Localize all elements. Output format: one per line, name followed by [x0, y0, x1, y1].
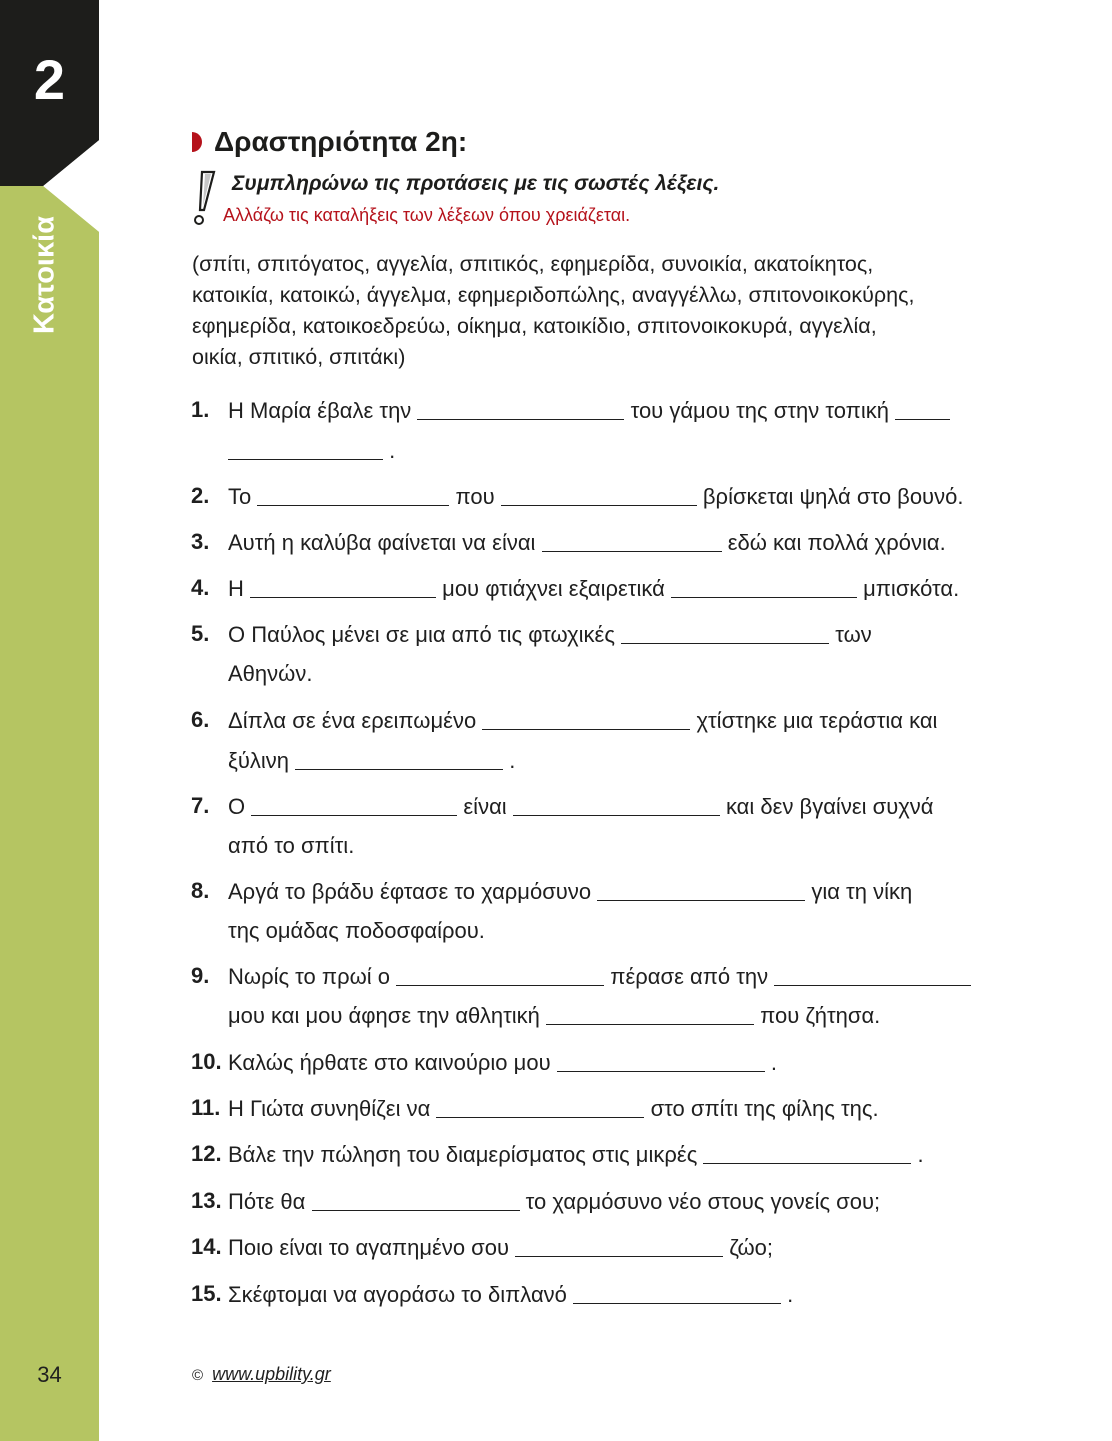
answer-blank[interactable]: [250, 577, 436, 598]
sentence-text: της ομάδας ποδοσφαίρου.: [228, 918, 485, 943]
exercise-sentence-line: [228, 707, 937, 734]
answer-blank[interactable]: [513, 795, 720, 816]
exclamation-icon: [190, 170, 218, 230]
exercise-sentence-line: [228, 437, 395, 464]
exercise-number: 4.: [191, 575, 210, 600]
exercise-sentence-line: [228, 793, 934, 820]
sentence-text: Πότε θα: [228, 1189, 306, 1214]
exercise-number: 8.: [191, 878, 210, 903]
sentence-text: Η: [228, 576, 244, 601]
answer-blank[interactable]: [597, 880, 805, 901]
sentence-text: .: [389, 438, 396, 463]
answer-blank[interactable]: [482, 709, 690, 730]
sentence-text: Καλώς ήρθατε στο καινούριο μου: [228, 1050, 551, 1075]
exercise-number: 13.: [191, 1188, 222, 1213]
sentence-text: στο σπίτι της φίλης της.: [650, 1096, 879, 1121]
answer-blank[interactable]: [703, 1143, 911, 1164]
sentence-text: και δεν βγαίνει συχνά: [725, 794, 934, 819]
sentence-text: Νωρίς το πρωί ο: [228, 964, 391, 989]
sentence-text: είναι: [463, 794, 507, 819]
exercise-number: 11.: [191, 1095, 221, 1120]
instruction: Συμπληρώνω τις προτάσεις με τις σωστές λέξεις.: [232, 172, 720, 195]
sentence-text: Σκέφτομαι να αγοράσω το διπλανό: [228, 1282, 567, 1307]
exercise-number: 9.: [191, 963, 210, 988]
sub-instruction: Αλλάζω τις καταλήξεις των λέξεων όπου χρειάζεται.: [223, 205, 631, 225]
page-number: 34: [37, 1362, 62, 1387]
answer-blank[interactable]: [295, 749, 503, 770]
exercise-sentence-line: [228, 918, 485, 944]
word-bank-line: κατοικία, κατοικώ, άγγελμα, εφημεριδοπώλης, αναγγέλλω, σπιτονοικοκύρης,: [192, 283, 915, 307]
exercise-number: 7.: [191, 793, 210, 818]
answer-blank[interactable]: [546, 1004, 754, 1025]
sentence-text: για τη νίκη: [811, 879, 913, 904]
sentence-text: Ο: [228, 794, 246, 819]
answer-blank[interactable]: [396, 965, 604, 986]
sentence-text: που ζήτησα.: [760, 1003, 881, 1028]
sentence-text: των: [835, 622, 872, 647]
exercise-number: 12.: [191, 1141, 222, 1166]
sentence-text: Βάλε την πώληση του διαμερίσματος στις μικρές: [228, 1142, 698, 1167]
exercise-sentence-line: [228, 1188, 880, 1215]
exercise-sentence-line: [228, 1095, 879, 1122]
sentence-text: ζώο;: [729, 1235, 774, 1260]
sentence-text: εδώ και πολλά χρόνια.: [727, 530, 946, 555]
answer-blank[interactable]: [774, 965, 971, 986]
word-bank: [192, 249, 1022, 373]
sentence-text: ξύλινη: [228, 748, 290, 773]
sentence-text: Αυτή η καλύβα φαίνεται να είναι: [228, 530, 536, 555]
sentence-text: που: [455, 484, 495, 509]
answer-blank[interactable]: [228, 439, 383, 460]
exercise-sentence-line: [228, 878, 912, 905]
exercise-sentence-line: [228, 483, 963, 510]
chapter-title: Κατοικία: [28, 215, 61, 335]
website-link[interactable]: www.upbility.gr: [212, 1364, 331, 1384]
answer-blank[interactable]: [501, 485, 697, 506]
answer-blank[interactable]: [515, 1236, 723, 1257]
word-bank-line: εφημερίδα, κατοικοεδρεύω, οίκημα, κατοικίδιο, σπιτονοικοκυρά, αγγελία,: [192, 314, 877, 338]
answer-blank[interactable]: [436, 1097, 644, 1118]
exercise-sentence-line: [228, 747, 515, 774]
exercise-sentence-line: [228, 661, 312, 687]
answer-blank[interactable]: [542, 531, 722, 552]
sentence-text: .: [770, 1050, 777, 1075]
answer-blank[interactable]: [251, 795, 457, 816]
word-bank-line: οικία, σπιτικό, σπιτάκι): [192, 345, 406, 369]
sentence-text: από το σπίτι.: [228, 833, 355, 858]
sentence-text: Η Μαρία έβαλε την: [228, 398, 412, 423]
half-circle-bullet-icon: [192, 132, 202, 152]
sentence-text: μου φτιάχνει εξαιρετικά: [442, 576, 665, 601]
chapter-number: 2: [33, 48, 66, 111]
activity-title: Δραστηριότητα 2η:: [214, 126, 468, 157]
activity-heading: [192, 126, 467, 158]
exercise-sentence-line: [228, 963, 971, 990]
sentence-text: Η Γιώτα συνηθίζει να: [228, 1096, 431, 1121]
sentence-text: πέρασε από την: [610, 964, 769, 989]
answer-blank[interactable]: [557, 1051, 765, 1072]
sentence-text: Αθηνών.: [228, 661, 313, 686]
answer-blank[interactable]: [895, 399, 950, 420]
exercise-sentence-line: [228, 397, 950, 424]
answer-blank[interactable]: [621, 623, 829, 644]
word-bank-line: (σπίτι, σπιτόγατος, αγγελία, σπιτικός, εφημερίδα, συνοικία, ακατοίκητος,: [192, 252, 874, 276]
answer-blank[interactable]: [573, 1283, 781, 1304]
footer: [192, 1364, 331, 1385]
exercise-number: 15.: [191, 1281, 222, 1306]
exercise-sentence-line: [228, 575, 959, 602]
sentence-text: Ποιο είναι το αγαπημένο σου: [228, 1235, 510, 1260]
sentence-text: μου και μου άφησε την αθλητική: [228, 1003, 540, 1028]
exercise-number: 10.: [191, 1049, 222, 1074]
sentence-text: .: [787, 1282, 794, 1307]
sentence-text: βρίσκεται ψηλά στο βουνό.: [702, 484, 964, 509]
sentence-text: Δίπλα σε ένα ερειπωμένο: [228, 708, 477, 733]
exercise-number: 6.: [191, 707, 210, 732]
sentence-text: .: [509, 748, 516, 773]
sentence-text: χτίστηκε μια τεράστια και: [696, 708, 938, 733]
exercise-sentence-line: [228, 1049, 777, 1076]
exercise-sentence-line: [228, 529, 946, 556]
sentence-text: Αργά το βράδυ έφτασε το χαρμόσυνο: [228, 879, 592, 904]
answer-blank[interactable]: [257, 485, 449, 506]
sentence-text: το χαρμόσυνο νέο στους γονείς σου;: [525, 1189, 881, 1214]
copyright-symbol: ©: [192, 1367, 204, 1384]
exercise-number: 5.: [191, 621, 210, 646]
answer-blank[interactable]: [417, 399, 624, 420]
exercise-number: 2.: [191, 483, 210, 508]
sentence-text: Το: [228, 484, 252, 509]
sentence-text: μπισκότα.: [863, 576, 960, 601]
exercise-number: 3.: [191, 529, 210, 554]
exercise-sentence-line: [228, 1281, 793, 1308]
exercise-sentence-line: [228, 1141, 924, 1168]
answer-blank[interactable]: [312, 1190, 520, 1211]
exercise-sentence-line: [228, 621, 872, 648]
sentence-text: .: [917, 1142, 924, 1167]
sentence-text: του γάμου της στην τοπική: [630, 398, 889, 423]
exercise-sentence-line: [228, 1002, 880, 1029]
sentence-text: Ο Παύλος μένει σε μια από τις φτωχικές: [228, 622, 615, 647]
answer-blank[interactable]: [671, 577, 857, 598]
exercise-sentence-line: [228, 1234, 773, 1261]
exercise-sentence-line: [228, 833, 354, 859]
exercise-number: 14.: [191, 1234, 222, 1259]
exercise-number: 1.: [191, 397, 210, 422]
